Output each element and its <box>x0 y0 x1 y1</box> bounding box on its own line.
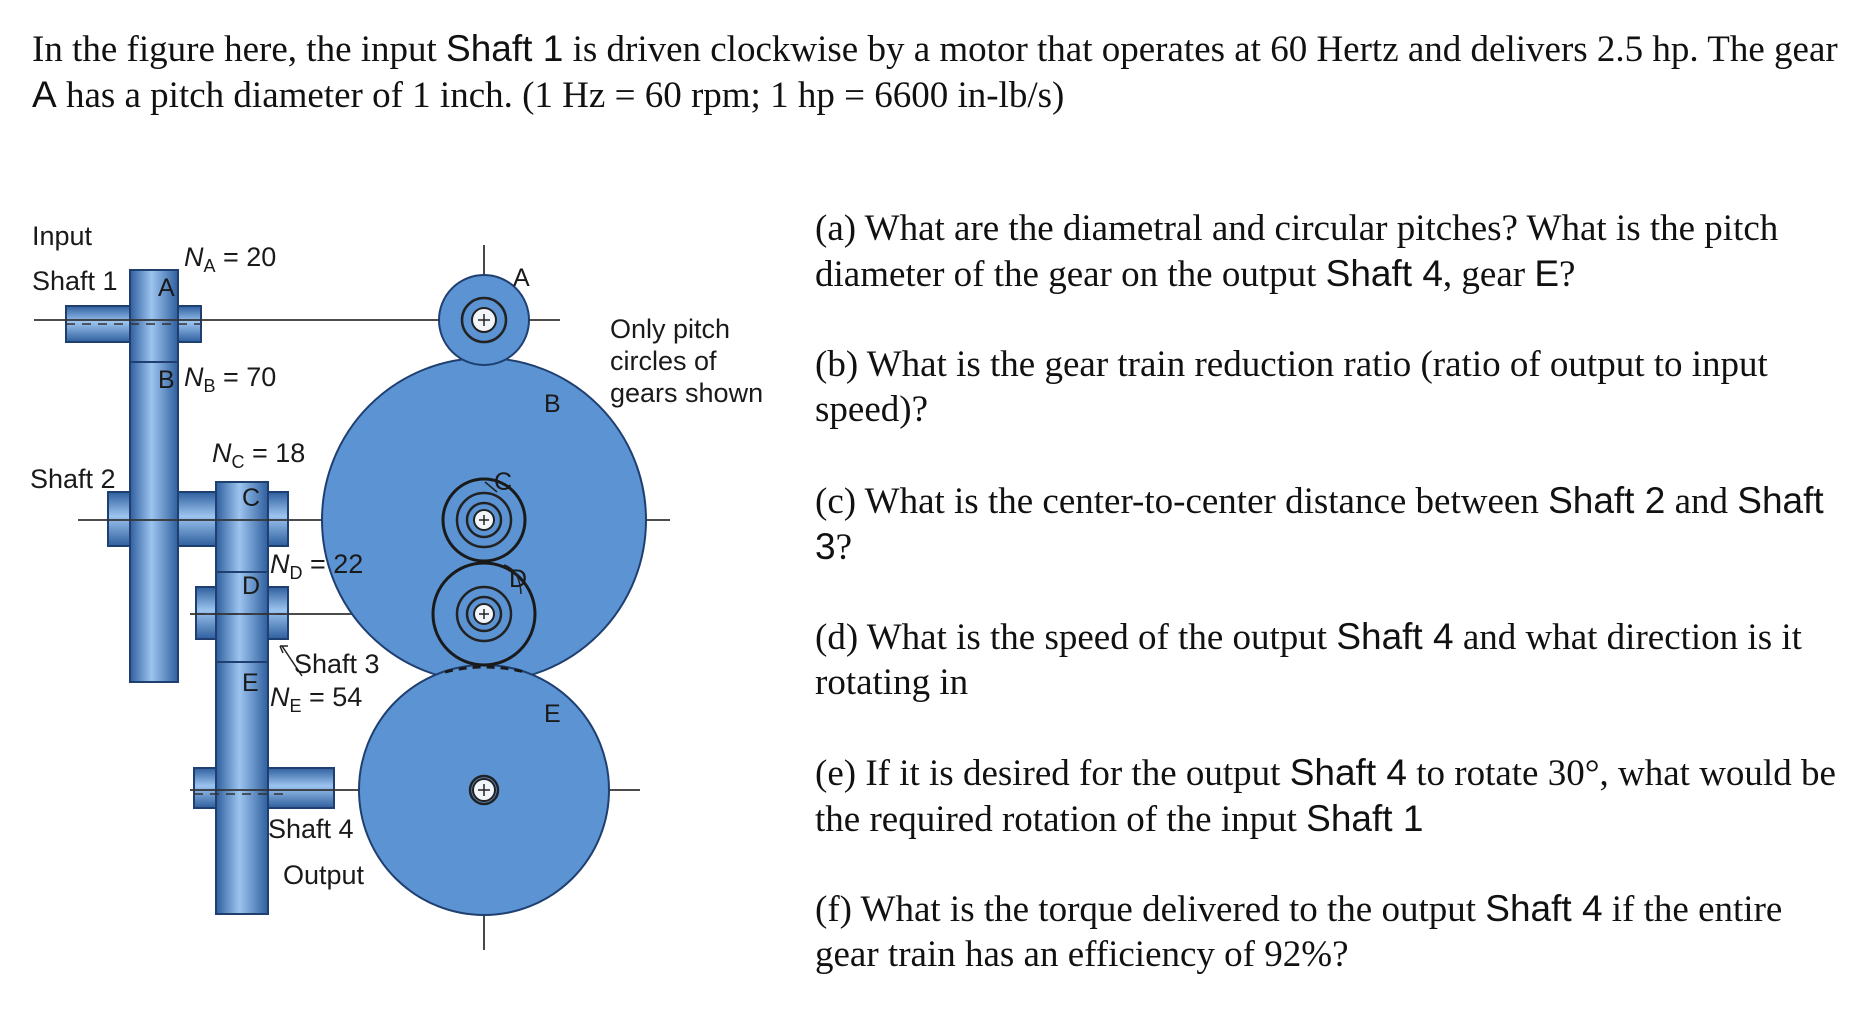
note-line-2: circles of <box>610 346 717 376</box>
shaft2-label: Shaft 2 <box>30 464 116 494</box>
shaft1-label: Shaft 1 <box>32 266 118 296</box>
gear-c-front-letter: C <box>494 468 513 496</box>
intro-text-3: has a pitch diameter of 1 inch. (1 Hz = 60 rpm; 1 hp = 6600 in-lb/s) <box>56 75 1065 116</box>
gear-e-side-letter: E <box>242 669 259 697</box>
output-label: Output <box>283 860 365 890</box>
teeth-count-b: $N_B = 70$ <box>184 362 277 396</box>
question-a: (a) What are the diametral and circular pitches? What is the pitch diameter of the gear on the output Shaft 4, gear E? <box>815 208 1779 295</box>
gear-e-side <box>216 662 268 914</box>
note-line-3: gears shown <box>610 378 764 408</box>
shaft4-label: Shaft 4 <box>268 814 354 844</box>
shaft3-label: Shaft 3 <box>294 649 380 679</box>
question-c: (c) What is the center-to-center distance between Shaft 2 and Shaft 3? <box>815 480 1824 568</box>
gear-d-front-letter: D <box>509 565 528 593</box>
intro-text-1: In the figure here, the input <box>32 29 447 70</box>
problem-statement <box>32 26 1842 118</box>
question-d: (d) What is the speed of the output Shaft 4 and what direction is it rotating in <box>815 616 1802 703</box>
input-label: Input <box>32 221 93 251</box>
teeth-count-c: $N_C = 18$ <box>212 438 306 472</box>
gear-c-side-letter: C <box>242 484 261 512</box>
gear-b-front-letter: B <box>544 390 561 418</box>
gear-d-side-letter: D <box>242 572 261 600</box>
teeth-count-e: $N_E = 54$ <box>270 682 363 716</box>
gear-a-front-letter: A <box>513 264 530 292</box>
question-e: (e) If it is desired for the output Shaft 4 to rotate 30°, what would be the required rotation of the input Shaft 1 <box>815 752 1836 840</box>
gear-e-front-letter: E <box>544 700 561 728</box>
question-b: (b) What is the gear train reduction ratio (ratio of output to input speed)? <box>815 344 1768 430</box>
gear-b-side <box>130 362 178 682</box>
note-line-1: Only pitch <box>610 314 731 344</box>
gear-train-figure <box>0 200 800 960</box>
gear-a-side-letter: A <box>158 274 175 302</box>
question-f: (f) What is the torque delivered to the output Shaft 4 if the entire gear train has an efficiency of 92%? <box>815 888 1783 975</box>
teeth-count-a: $N_A = 20$ <box>184 242 277 276</box>
intro-shaft1: Shaft 1 <box>446 28 564 69</box>
gear-b-side-letter: B <box>158 366 175 394</box>
intro-gear-a: A <box>32 74 57 115</box>
intro-text-2: is driven clockwise by a motor that operates at 60 Hertz and delivers 2.5 hp. The gear <box>563 29 1838 70</box>
teeth-count-d: $N_D = 22$ <box>270 549 364 583</box>
